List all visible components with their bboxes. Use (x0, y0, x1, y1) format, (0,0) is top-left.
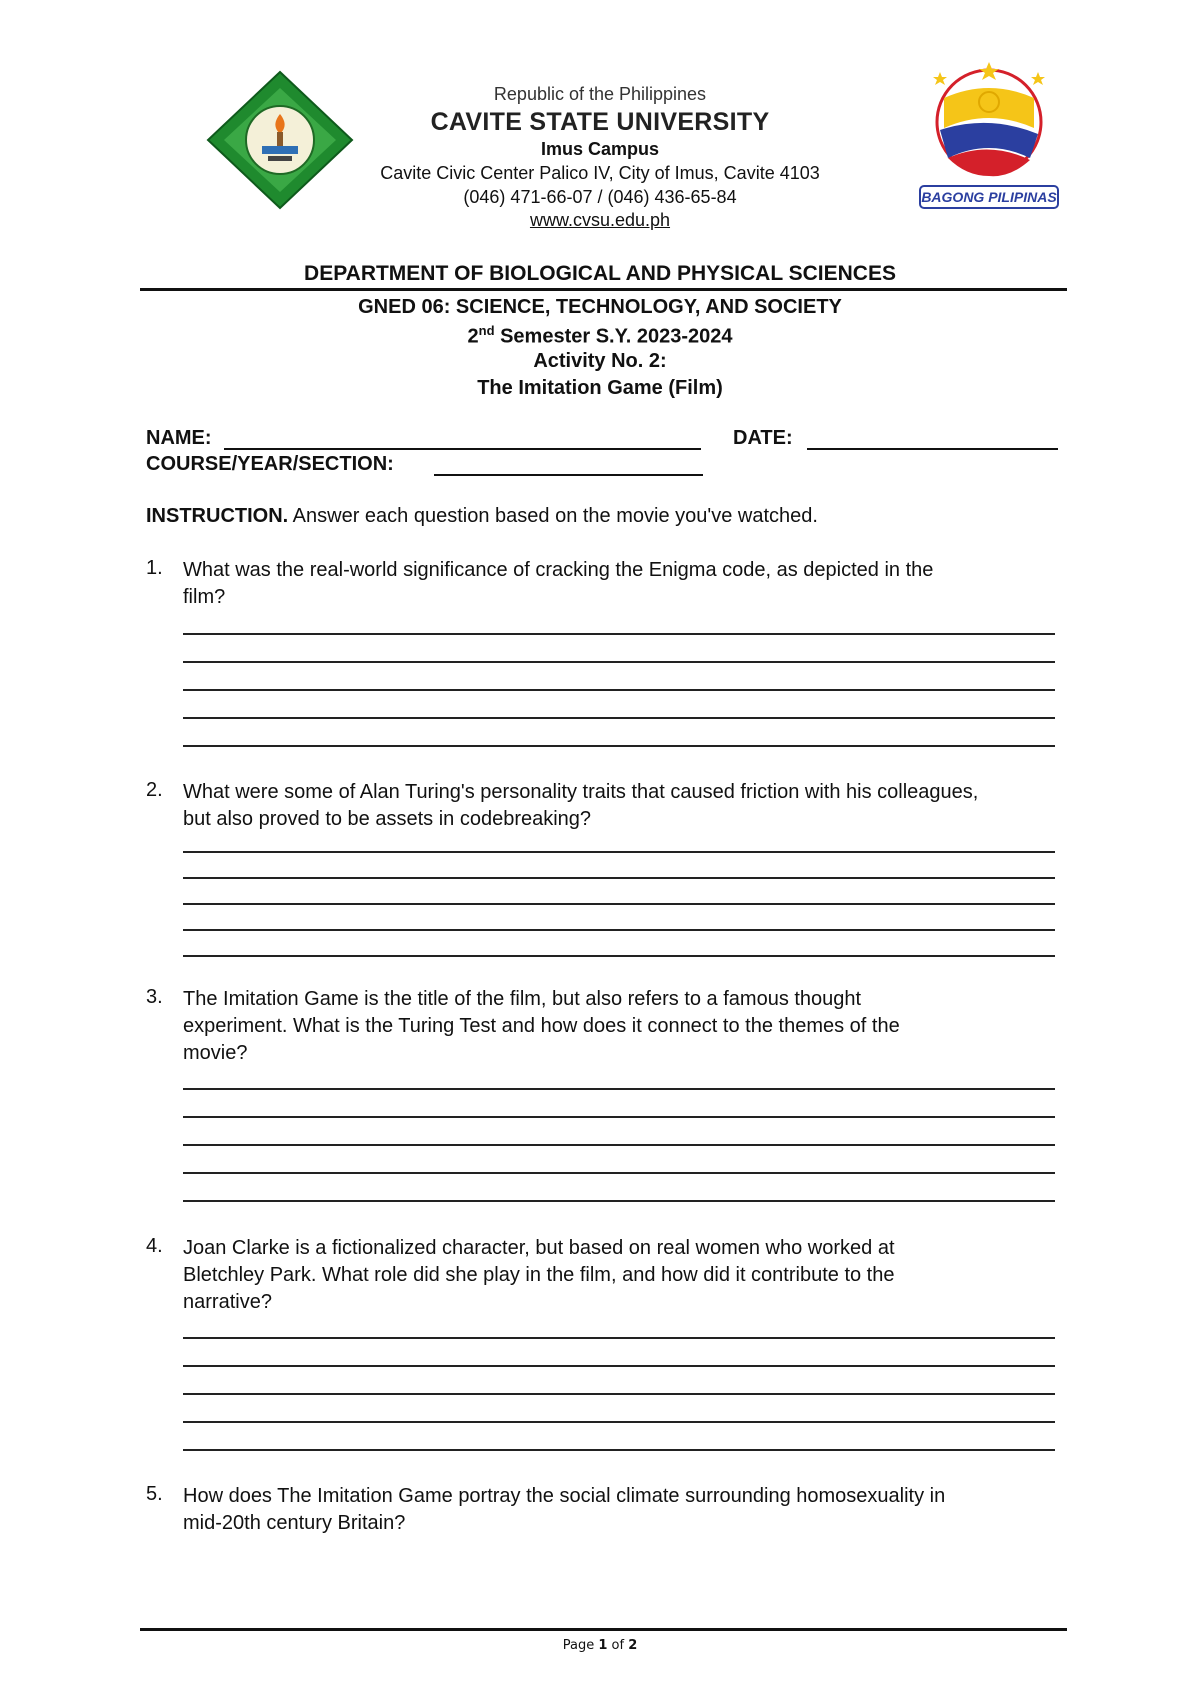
bagong-pilipinas-text: BAGONG PILIPINAS (921, 189, 1057, 205)
campus-name: Imus Campus (540, 139, 660, 159)
date-field[interactable] (807, 448, 1058, 450)
question-text (183, 779, 1063, 833)
answer-line[interactable] (183, 1365, 1055, 1367)
university-name: CAVITE STATE UNIVERSITY (430, 108, 770, 136)
answer-line[interactable] (183, 745, 1055, 747)
answer-line[interactable] (183, 1088, 1055, 1090)
semester-text: Semester S.Y. 2023-2024 (494, 325, 733, 348)
answer-line[interactable] (183, 1337, 1055, 1339)
answer-line[interactable] (183, 1393, 1055, 1395)
answer-line[interactable] (183, 1144, 1055, 1146)
answer-line[interactable] (183, 1449, 1055, 1451)
bagong-pilipinas-logo-icon (918, 58, 1060, 214)
course-year-section-label: COURSE/YEAR/SECTION: (146, 453, 394, 475)
course-year-section-field[interactable] (434, 474, 703, 476)
question-text (183, 1235, 1063, 1316)
current-page: 1 (598, 1638, 608, 1653)
question-line: What was the real-world significance of cracking the Enigma code, as depicted in the (183, 559, 934, 581)
campus-phone: (046) 471-66-07 / (046) 436-65-84 (463, 187, 737, 207)
question-line: The Imitation Game is the title of the film, but also refers to a famous thought (183, 988, 862, 1010)
question-line: narrative? (183, 1291, 272, 1313)
semester-line (140, 323, 1060, 349)
university-website-link[interactable]: www.cvsu.edu.ph (529, 210, 671, 230)
question-line: mid-20th century Britain? (183, 1512, 406, 1534)
header-divider (140, 288, 1067, 291)
semester-number: 2 (467, 325, 479, 348)
question-text (183, 986, 1063, 1067)
question-text (183, 557, 1063, 611)
answer-line[interactable] (183, 929, 1055, 931)
question-line: movie? (183, 1042, 248, 1064)
question-number: 4. (146, 1235, 163, 1257)
answer-line[interactable] (183, 633, 1055, 635)
answer-line[interactable] (183, 903, 1055, 905)
course-title: GNED 06: SCIENCE, TECHNOLOGY, AND SOCIETY (358, 296, 842, 318)
question-line: How does The Imitation Game portray the social climate surrounding homosexuality in (183, 1485, 946, 1507)
name-field[interactable] (224, 448, 701, 450)
answer-line[interactable] (183, 877, 1055, 879)
semester-ordinal: nd (478, 323, 495, 338)
question-line: Joan Clarke is a fictionalized character, but based on real women who worked at (183, 1237, 895, 1259)
question-number: 5. (146, 1483, 163, 1505)
name-label: NAME: (146, 427, 212, 449)
footer-divider (140, 1628, 1067, 1631)
instruction-label: INSTRUCTION. (146, 505, 289, 527)
answer-line[interactable] (183, 661, 1055, 663)
answer-line[interactable] (183, 851, 1055, 853)
answer-line[interactable] (183, 1116, 1055, 1118)
question-number: 1. (146, 557, 163, 579)
question-number: 2. (146, 779, 163, 801)
answer-line[interactable] (183, 1421, 1055, 1423)
question-line: film? (183, 586, 226, 608)
film-title: The Imitation Game (Film) (477, 377, 723, 399)
answer-line[interactable] (183, 1172, 1055, 1174)
header-republic: Republic of the Philippines (493, 84, 707, 104)
campus-address: Cavite Civic Center Palico IV, City of Imus, Cavite 4103 (380, 163, 820, 183)
of-word: of (607, 1638, 629, 1653)
total-pages: 2 (628, 1638, 638, 1653)
activity-number: Activity No. 2: (533, 350, 667, 372)
answer-line[interactable] (183, 689, 1055, 691)
date-label: DATE: (733, 427, 793, 449)
answer-line[interactable] (183, 955, 1055, 957)
answer-line[interactable] (183, 717, 1055, 719)
question-number: 3. (146, 986, 163, 1008)
question-line: What were some of Alan Turing's personality traits that caused friction with his colleagues, (183, 781, 979, 803)
answer-line[interactable] (183, 1200, 1055, 1202)
instruction-text: Answer each question based on the movie you've watched. (288, 505, 818, 527)
page-indicator (140, 1638, 1060, 1653)
question-line: Bletchley Park. What role did she play in the film, and how did it contribute to the (183, 1264, 895, 1286)
question-line: but also proved to be assets in codebreaking? (183, 808, 592, 830)
question-text (183, 1483, 1063, 1537)
instruction (146, 505, 818, 528)
department-heading: DEPARTMENT OF BIOLOGICAL AND PHYSICAL SCIENCES (304, 262, 896, 285)
question-line: experiment. What is the Turing Test and how does it connect to the themes of the (183, 1015, 900, 1037)
page-word: Page (562, 1638, 599, 1653)
